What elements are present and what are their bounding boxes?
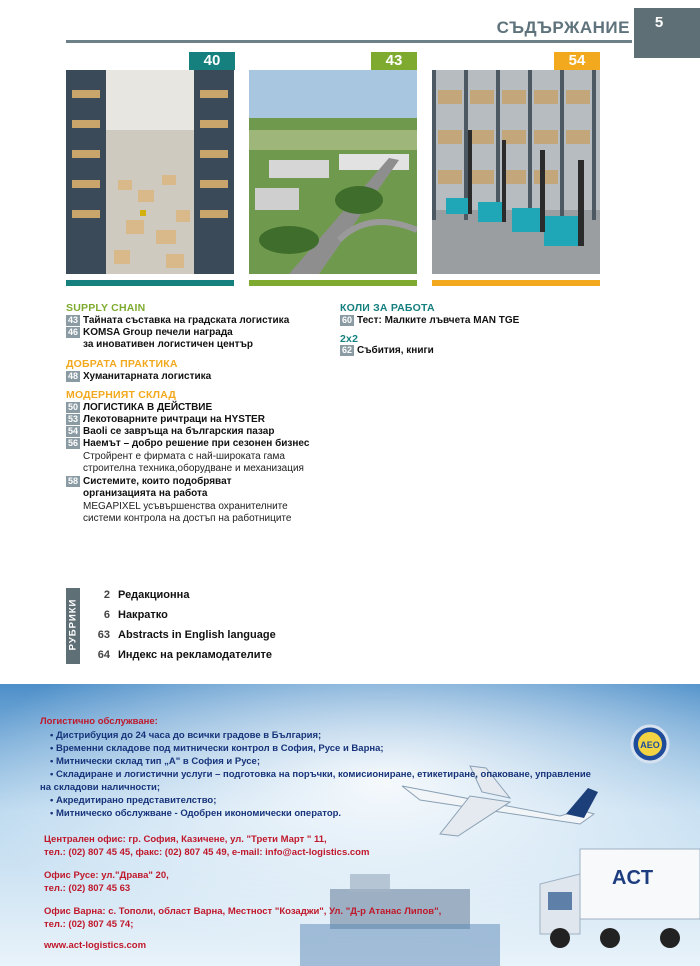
- rubric-row[interactable]: [84, 589, 189, 601]
- toc-title: Лекотоварните ричтраци на HYSTER: [83, 414, 265, 425]
- toc-page-number: 43: [67, 315, 78, 325]
- toc-page-number: 54: [67, 426, 78, 436]
- rubric-page-number: 6: [103, 609, 110, 621]
- header-rule: [66, 40, 632, 43]
- toc-subtitle: Стройрент е фирмата с най-широката гама: [83, 451, 285, 462]
- toc-item[interactable]: [66, 426, 274, 438]
- ad-bullet: • Дистрибуция до 24 часа до всички градове в България;: [50, 730, 322, 741]
- section-supply-chain: SUPPLY CHAIN: [66, 302, 146, 314]
- toc-title: Тайната съставка на градската логистика: [83, 315, 290, 326]
- section-good-practice: ДОБРАТА ПРАКТИКА: [66, 358, 178, 370]
- toc-title: KOMSA Group печели награда: [83, 327, 233, 338]
- rubric-row[interactable]: [84, 629, 276, 641]
- toc-page-number: 62: [341, 345, 352, 355]
- toc-item[interactable]: [66, 371, 211, 383]
- ad-ruse-phone: тел.: (02) 807 45 63: [44, 883, 131, 894]
- rubric-title: Индекс на рекламодателите: [118, 649, 273, 661]
- photo-badge-1: 40: [189, 52, 235, 70]
- photo-bar-1: [66, 280, 234, 286]
- ad-hq-contacts[interactable]: тел.: (02) 807 45 45, факс: (02) 807 45 49, e-mail: info@act-logistics.com: [44, 847, 370, 858]
- toc-item[interactable]: [340, 345, 434, 357]
- ad-heading: Логистично обслужване:: [40, 716, 158, 727]
- page-title: СЪДЪРЖАНИЕ: [496, 18, 630, 37]
- toc-item[interactable]: [66, 414, 265, 426]
- photo-bar-2: [249, 280, 417, 286]
- rubrics-tab: РУБРИКИ: [66, 588, 80, 664]
- ad-bullet: • Складиране и логистични услуги – подготовка на поръчки, комисиониране, етикетиране, опаковане, управление: [50, 769, 591, 780]
- ad-website-link[interactable]: www.act-logistics.com: [44, 940, 147, 951]
- page-number: 5: [654, 14, 664, 31]
- toc-item-continuation: за иновативен логистичен център: [83, 339, 253, 350]
- photo-bar-3: [432, 280, 600, 286]
- aeo-seal: [632, 726, 668, 762]
- toc-item[interactable]: [66, 402, 212, 414]
- toc-item[interactable]: [66, 476, 232, 488]
- ad-varna-phone: тел.: (02) 807 45 74;: [44, 919, 134, 930]
- section-modern-warehouse: МОДЕРНИЯТ СКЛАД: [66, 389, 177, 401]
- toc-title: Наемът – добро решение при сезонен бизнес: [83, 438, 310, 449]
- toc-item[interactable]: [66, 327, 233, 339]
- toc-title: Хуманитарната логистика: [83, 371, 212, 382]
- ad-bullet: • Митнически склад тип „А" в София и Русе;: [50, 756, 260, 767]
- warehouse-photo: [66, 70, 234, 274]
- rubric-title: Накратко: [118, 609, 168, 621]
- rubric-page-number: 64: [97, 649, 110, 661]
- toc-page-number: 48: [67, 371, 78, 381]
- act-logistics-ad: [0, 684, 700, 966]
- aeo-label: AEO: [640, 740, 660, 750]
- toc-item[interactable]: [66, 438, 309, 450]
- photo-badge-3: 54: [554, 52, 600, 70]
- photo-badge-2: 43: [371, 52, 417, 70]
- toc-title: ЛОГИСТИКА В ДЕЙСТВИЕ: [83, 402, 213, 413]
- rubric-page-number: 2: [103, 589, 110, 601]
- ad-bullet: • Митническо обслужване - Одобрен икономически оператор.: [50, 808, 342, 819]
- section-2x2: 2x2: [340, 333, 359, 345]
- section-cars: КОЛИ ЗА РАБОТА: [340, 302, 435, 314]
- rubric-title: Abstracts in English language: [118, 629, 276, 641]
- toc-title: Тест: Малките лъвчета MAN TGE: [357, 315, 520, 326]
- reach-trucks-photo: [432, 70, 600, 274]
- toc-title: Baoli се завръща на българския пазар: [83, 426, 275, 437]
- toc-page-number: 60: [341, 315, 352, 325]
- toc-page-number: 53: [67, 414, 78, 424]
- ad-bullet: • Временни складове под митнически контрол в София, Русе и Варна;: [50, 743, 384, 754]
- ad-varna-address: Офис Варна: с. Тополи, област Варна, Местност "Козаджи", Ул. "Д-р Атанас Липов",: [44, 906, 442, 917]
- rubric-title: Редакционна: [118, 589, 190, 601]
- toc-page-number: 58: [67, 476, 78, 486]
- toc-subtitle: MEGAPIXEL усъвършенства охранителните: [83, 501, 288, 512]
- ad-hq-address: Централен офис: гр. София, Казичене, ул. "Трети Март " 11,: [44, 834, 327, 845]
- rubric-row[interactable]: [84, 609, 168, 621]
- toc-item[interactable]: [340, 315, 519, 327]
- rubric-page-number: 63: [97, 629, 110, 641]
- toc-page-number: 50: [67, 402, 78, 412]
- toc-page-number: 46: [67, 327, 78, 337]
- logistics-park-photo: [249, 70, 417, 274]
- rubric-row[interactable]: [84, 649, 272, 661]
- toc-item-continuation: организацията на работа: [83, 488, 208, 499]
- ad-ruse-address: Офис Русе: ул."Драва" 20,: [44, 870, 169, 881]
- ad-bullet: • Акредитирано представителство;: [50, 795, 217, 806]
- truck-logo: ACT: [612, 867, 654, 889]
- toc-item[interactable]: [66, 315, 289, 327]
- toc-subtitle: строителна техника,оборудване и механизация: [83, 463, 304, 474]
- ad-bullet-continuation: на складови наличности;: [40, 782, 161, 793]
- toc-subtitle: системи контрола на достъп на работниците: [83, 513, 292, 524]
- toc-title: Системите, които подобряват: [83, 476, 232, 487]
- page-number-box: [634, 8, 700, 58]
- toc-page-number: 56: [67, 438, 78, 448]
- toc-title: Събития, книги: [357, 345, 434, 356]
